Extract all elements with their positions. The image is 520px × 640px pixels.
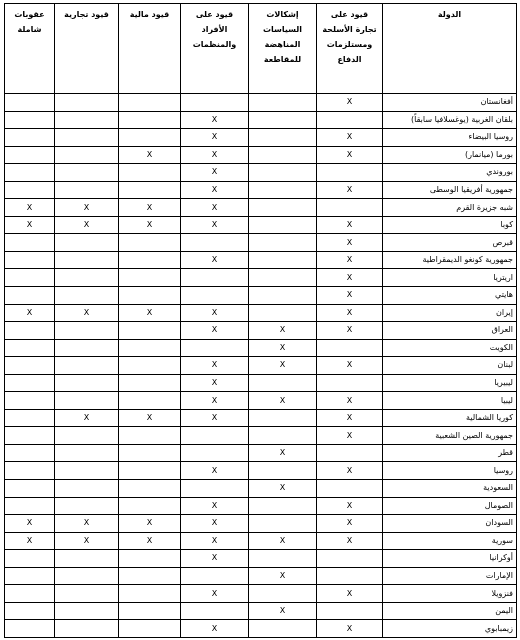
country-cell: هايتي (383, 287, 517, 305)
mark-cell-financial (119, 339, 181, 357)
mark-cell-trade: X (55, 304, 119, 322)
mark-cell-individuals (181, 287, 249, 305)
mark-cell-individuals (181, 602, 249, 620)
mark-cell-antiboycott (249, 234, 317, 252)
mark-cell-antiboycott: X (249, 602, 317, 620)
mark-cell-trade (55, 392, 119, 410)
mark-cell-comprehensive (5, 357, 55, 375)
mark-cell-trade (55, 234, 119, 252)
country-cell: روسيا (383, 462, 517, 480)
mark-cell-trade (55, 251, 119, 269)
mark-cell-financial (119, 129, 181, 147)
mark-cell-trade (55, 480, 119, 498)
mark-cell-arms-trade (317, 444, 383, 462)
mark-cell-antiboycott (249, 287, 317, 305)
country-cell: كوريا الشمالية (383, 409, 517, 427)
country-cell: قطر (383, 444, 517, 462)
mark-cell-individuals (181, 94, 249, 112)
mark-cell-trade (55, 164, 119, 182)
table-row (5, 374, 517, 392)
mark-cell-arms-trade (317, 567, 383, 585)
mark-cell-financial (119, 444, 181, 462)
mark-cell-antiboycott (249, 409, 317, 427)
mark-cell-comprehensive: X (5, 216, 55, 234)
mark-cell-trade (55, 269, 119, 287)
country-cell: لبنان (383, 357, 517, 375)
mark-cell-comprehensive (5, 251, 55, 269)
country-cell: اليمن (383, 602, 517, 620)
mark-cell-trade (55, 620, 119, 638)
mark-cell-financial (119, 462, 181, 480)
mark-cell-financial (119, 251, 181, 269)
mark-cell-comprehensive (5, 550, 55, 568)
mark-cell-trade (55, 602, 119, 620)
country-cell: أوكرانيا (383, 550, 517, 568)
mark-cell-antiboycott: X (249, 357, 317, 375)
mark-cell-financial (119, 181, 181, 199)
table-row (5, 199, 517, 217)
mark-cell-individuals (181, 269, 249, 287)
mark-cell-antiboycott (249, 515, 317, 533)
country-cell: قبرص (383, 234, 517, 252)
table-row (5, 462, 517, 480)
mark-cell-arms-trade: X (317, 287, 383, 305)
mark-cell-antiboycott (249, 269, 317, 287)
mark-cell-comprehensive: X (5, 532, 55, 550)
mark-cell-antiboycott (249, 181, 317, 199)
mark-cell-financial (119, 567, 181, 585)
mark-cell-trade (55, 374, 119, 392)
mark-cell-antiboycott (249, 111, 317, 129)
mark-cell-comprehensive (5, 164, 55, 182)
mark-cell-comprehensive: X (5, 304, 55, 322)
table-row (5, 234, 517, 252)
sanctions-table (4, 3, 517, 638)
mark-cell-antiboycott (249, 164, 317, 182)
mark-cell-financial (119, 602, 181, 620)
country-cell: روسيا البيضاء (383, 129, 517, 147)
mark-cell-comprehensive (5, 129, 55, 147)
mark-cell-individuals: X (181, 620, 249, 638)
mark-cell-arms-trade: X (317, 216, 383, 234)
mark-cell-individuals (181, 234, 249, 252)
mark-cell-individuals: X (181, 550, 249, 568)
mark-cell-antiboycott: X (249, 567, 317, 585)
mark-cell-trade: X (55, 216, 119, 234)
mark-cell-trade: X (55, 515, 119, 533)
mark-cell-comprehensive (5, 287, 55, 305)
mark-cell-individuals: X (181, 111, 249, 129)
mark-cell-financial (119, 497, 181, 515)
mark-cell-comprehensive (5, 322, 55, 340)
table-row (5, 620, 517, 638)
mark-cell-antiboycott: X (249, 322, 317, 340)
table-row (5, 304, 517, 322)
mark-cell-trade (55, 497, 119, 515)
table-row (5, 602, 517, 620)
mark-cell-antiboycott (249, 550, 317, 568)
table-row (5, 515, 517, 533)
table-row (5, 181, 517, 199)
mark-cell-financial: X (119, 409, 181, 427)
country-cell: جمهورية الصين الشعبية (383, 427, 517, 445)
table-row (5, 550, 517, 568)
mark-cell-financial (119, 374, 181, 392)
mark-cell-financial (119, 480, 181, 498)
table-row (5, 585, 517, 603)
mark-cell-comprehensive (5, 269, 55, 287)
mark-cell-comprehensive (5, 409, 55, 427)
mark-cell-arms-trade (317, 111, 383, 129)
country-cell: جمهورية كونغو الديمقراطية (383, 251, 517, 269)
mark-cell-trade (55, 339, 119, 357)
mark-cell-arms-trade: X (317, 251, 383, 269)
mark-cell-arms-trade (317, 374, 383, 392)
mark-cell-antiboycott (249, 304, 317, 322)
mark-cell-trade: X (55, 199, 119, 217)
mark-cell-arms-trade: X (317, 94, 383, 112)
mark-cell-trade (55, 567, 119, 585)
mark-cell-financial: X (119, 515, 181, 533)
mark-cell-arms-trade (317, 199, 383, 217)
mark-cell-antiboycott (249, 251, 317, 269)
mark-cell-individuals (181, 444, 249, 462)
header-row (5, 4, 517, 94)
mark-cell-trade (55, 427, 119, 445)
mark-cell-individuals (181, 339, 249, 357)
mark-cell-arms-trade: X (317, 181, 383, 199)
header-country: الدولة (383, 4, 517, 94)
table-row (5, 480, 517, 498)
mark-cell-individuals (181, 480, 249, 498)
mark-cell-financial (119, 269, 181, 287)
table-row (5, 269, 517, 287)
table-row (5, 94, 517, 112)
country-cell: ليبيا (383, 392, 517, 410)
mark-cell-trade (55, 550, 119, 568)
country-cell: الكويت (383, 339, 517, 357)
mark-cell-individuals: X (181, 585, 249, 603)
mark-cell-individuals: X (181, 357, 249, 375)
mark-cell-individuals (181, 567, 249, 585)
mark-cell-comprehensive (5, 427, 55, 445)
mark-cell-financial: X (119, 146, 181, 164)
mark-cell-comprehensive (5, 234, 55, 252)
mark-cell-individuals: X (181, 374, 249, 392)
table-row (5, 129, 517, 147)
country-cell: العراق (383, 322, 517, 340)
country-cell: ليبيريا (383, 374, 517, 392)
country-cell: أفغانستان (383, 94, 517, 112)
mark-cell-arms-trade (317, 164, 383, 182)
mark-cell-trade (55, 146, 119, 164)
mark-cell-individuals: X (181, 304, 249, 322)
mark-cell-antiboycott (249, 462, 317, 480)
mark-cell-financial (119, 234, 181, 252)
mark-cell-arms-trade: X (317, 322, 383, 340)
mark-cell-antiboycott (249, 216, 317, 234)
mark-cell-individuals: X (181, 216, 249, 234)
mark-cell-comprehensive: X (5, 515, 55, 533)
country-cell: سورية (383, 532, 517, 550)
mark-cell-arms-trade: X (317, 585, 383, 603)
mark-cell-trade (55, 94, 119, 112)
country-cell: بلقان الغربية (يوغسلافيا سابقاً) (383, 111, 517, 129)
mark-cell-comprehensive (5, 602, 55, 620)
mark-cell-individuals: X (181, 181, 249, 199)
mark-cell-antiboycott (249, 129, 317, 147)
mark-cell-financial: X (119, 216, 181, 234)
mark-cell-antiboycott (249, 585, 317, 603)
country-cell: بورما (ميانمار) (383, 146, 517, 164)
mark-cell-individuals: X (181, 409, 249, 427)
mark-cell-financial (119, 585, 181, 603)
header-trade: قيود تجارية (55, 4, 119, 94)
mark-cell-financial: X (119, 532, 181, 550)
country-cell: إيران (383, 304, 517, 322)
mark-cell-antiboycott: X (249, 339, 317, 357)
country-cell: الصومال (383, 497, 517, 515)
mark-cell-arms-trade: X (317, 392, 383, 410)
mark-cell-financial: X (119, 304, 181, 322)
table-row (5, 251, 517, 269)
mark-cell-comprehensive (5, 181, 55, 199)
mark-cell-trade: X (55, 532, 119, 550)
table-row (5, 427, 517, 445)
mark-cell-individuals: X (181, 164, 249, 182)
country-cell: السعودية (383, 480, 517, 498)
mark-cell-financial (119, 427, 181, 445)
mark-cell-individuals: X (181, 532, 249, 550)
table-row (5, 409, 517, 427)
mark-cell-comprehensive: X (5, 199, 55, 217)
mark-cell-financial: X (119, 199, 181, 217)
mark-cell-trade (55, 181, 119, 199)
mark-cell-individuals: X (181, 462, 249, 480)
country-cell: جمهورية أفريقيا الوسطى (383, 181, 517, 199)
table-row (5, 392, 517, 410)
table-row (5, 111, 517, 129)
mark-cell-financial (119, 94, 181, 112)
mark-cell-individuals: X (181, 199, 249, 217)
country-cell: شبه جزيرة القرم (383, 199, 517, 217)
mark-cell-individuals (181, 427, 249, 445)
mark-cell-comprehensive (5, 462, 55, 480)
mark-cell-individuals: X (181, 497, 249, 515)
mark-cell-financial (119, 392, 181, 410)
table-row (5, 497, 517, 515)
mark-cell-antiboycott (249, 620, 317, 638)
mark-cell-financial (119, 357, 181, 375)
mark-cell-antiboycott (249, 427, 317, 445)
country-cell: زيمبابوي (383, 620, 517, 638)
mark-cell-individuals: X (181, 392, 249, 410)
mark-cell-antiboycott: X (249, 480, 317, 498)
table-row (5, 444, 517, 462)
mark-cell-financial (119, 164, 181, 182)
mark-cell-comprehensive (5, 620, 55, 638)
mark-cell-individuals: X (181, 322, 249, 340)
mark-cell-antiboycott (249, 94, 317, 112)
mark-cell-comprehensive (5, 480, 55, 498)
mark-cell-trade (55, 111, 119, 129)
table-body (5, 94, 517, 638)
mark-cell-arms-trade: X (317, 304, 383, 322)
country-cell: السودان (383, 515, 517, 533)
table-row (5, 216, 517, 234)
mark-cell-comprehensive (5, 497, 55, 515)
mark-cell-comprehensive (5, 339, 55, 357)
mark-cell-antiboycott: X (249, 444, 317, 462)
mark-cell-comprehensive (5, 374, 55, 392)
mark-cell-arms-trade: X (317, 269, 383, 287)
mark-cell-trade (55, 444, 119, 462)
mark-cell-comprehensive (5, 94, 55, 112)
mark-cell-comprehensive (5, 146, 55, 164)
mark-cell-arms-trade (317, 550, 383, 568)
table-row (5, 146, 517, 164)
country-cell: فنزويلا (383, 585, 517, 603)
mark-cell-arms-trade: X (317, 357, 383, 375)
mark-cell-antiboycott: X (249, 392, 317, 410)
mark-cell-comprehensive (5, 392, 55, 410)
table-row (5, 567, 517, 585)
mark-cell-trade (55, 287, 119, 305)
mark-cell-trade (55, 322, 119, 340)
mark-cell-arms-trade: X (317, 462, 383, 480)
mark-cell-financial (119, 287, 181, 305)
mark-cell-individuals: X (181, 251, 249, 269)
mark-cell-antiboycott (249, 497, 317, 515)
country-cell: اريتريا (383, 269, 517, 287)
mark-cell-comprehensive (5, 111, 55, 129)
mark-cell-arms-trade: X (317, 409, 383, 427)
mark-cell-arms-trade: X (317, 146, 383, 164)
mark-cell-trade (55, 585, 119, 603)
mark-cell-arms-trade (317, 339, 383, 357)
country-cell: كوبا (383, 216, 517, 234)
header-comprehensive: عقوبات شاملة (5, 4, 55, 94)
country-cell: الإمارات (383, 567, 517, 585)
header-antiboycott: إشكالات السياسات المناهضة للمقاطعة (249, 4, 317, 94)
mark-cell-arms-trade (317, 480, 383, 498)
header-arms-trade: قيود على تجارة الأسلحة ومستلزمات الدفاع (317, 4, 383, 94)
mark-cell-trade: X (55, 409, 119, 427)
table-row (5, 532, 517, 550)
table-row (5, 287, 517, 305)
mark-cell-arms-trade: X (317, 497, 383, 515)
mark-cell-arms-trade (317, 602, 383, 620)
mark-cell-individuals: X (181, 129, 249, 147)
mark-cell-arms-trade: X (317, 234, 383, 252)
mark-cell-trade (55, 462, 119, 480)
mark-cell-individuals: X (181, 515, 249, 533)
mark-cell-trade (55, 129, 119, 147)
mark-cell-antiboycott (249, 374, 317, 392)
table-header (5, 4, 517, 94)
table-row (5, 339, 517, 357)
country-cell: بوروندي (383, 164, 517, 182)
header-financial: قيود مالية (119, 4, 181, 94)
mark-cell-financial (119, 550, 181, 568)
mark-cell-trade (55, 357, 119, 375)
mark-cell-financial (119, 111, 181, 129)
mark-cell-arms-trade: X (317, 515, 383, 533)
mark-cell-comprehensive (5, 567, 55, 585)
mark-cell-arms-trade: X (317, 427, 383, 445)
mark-cell-arms-trade: X (317, 620, 383, 638)
table-row (5, 322, 517, 340)
mark-cell-financial (119, 322, 181, 340)
mark-cell-antiboycott (249, 199, 317, 217)
mark-cell-arms-trade: X (317, 532, 383, 550)
mark-cell-arms-trade: X (317, 129, 383, 147)
table-row (5, 164, 517, 182)
table-row (5, 357, 517, 375)
mark-cell-comprehensive (5, 585, 55, 603)
header-individuals: قيود على الأفراد والمنظمات (181, 4, 249, 94)
mark-cell-individuals: X (181, 146, 249, 164)
mark-cell-comprehensive (5, 444, 55, 462)
mark-cell-financial (119, 620, 181, 638)
mark-cell-antiboycott: X (249, 532, 317, 550)
mark-cell-antiboycott (249, 146, 317, 164)
